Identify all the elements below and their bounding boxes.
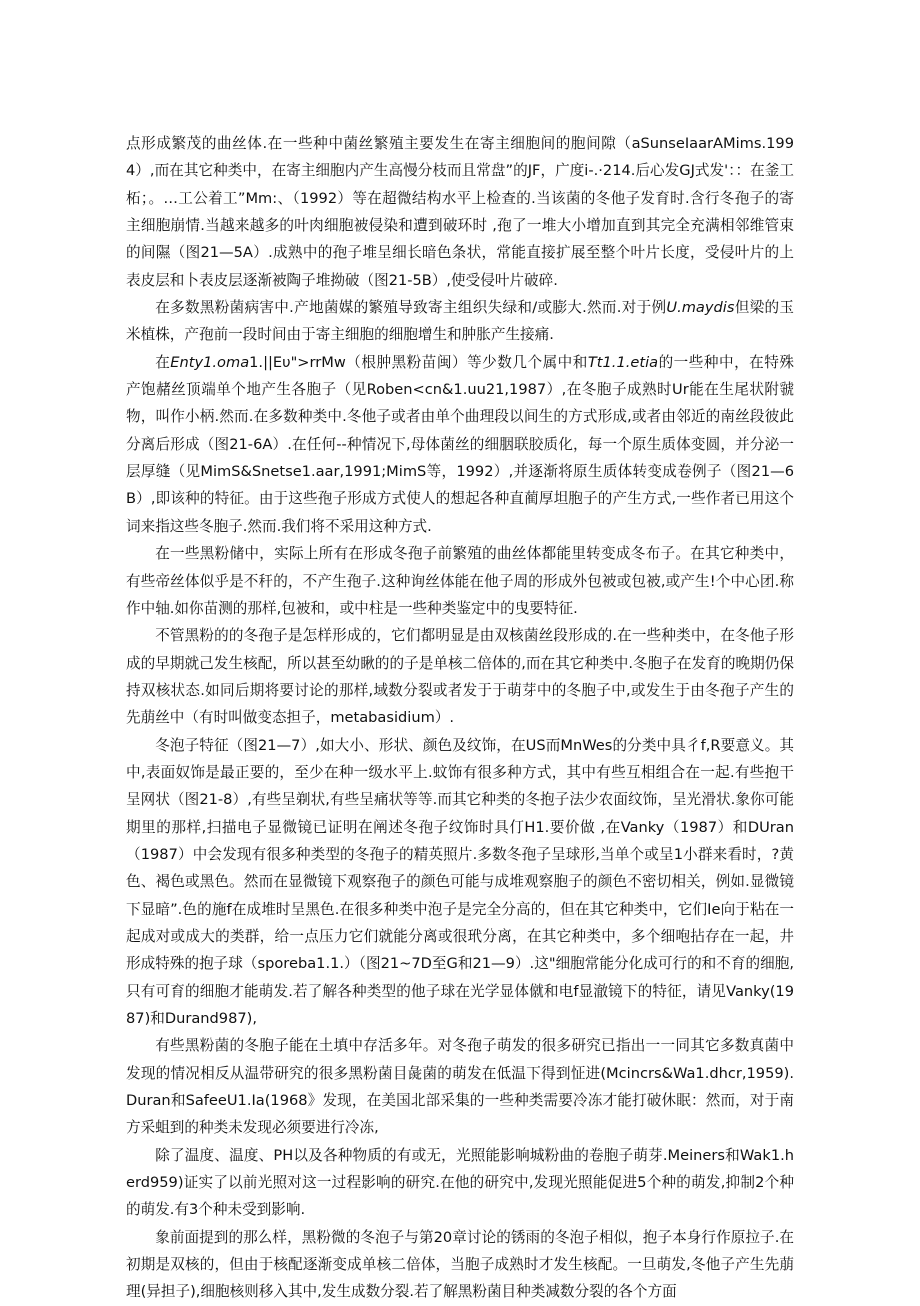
paragraph-3-genus-name-2: Tt1.1.etia [587, 353, 659, 371]
paragraph-6: 冬泡子特征（图21—7）,如大小、形状、颜色及纹饰，在US而MnWes的分类中具彳f,R要意义。其中,表面奴饰是最正要的，至少在种一级水平上.蚊饰有很多种方式，其中有些互相组合在一起.有些抱干呈网状（图21-8）,有些呈剃状,有些呈痛状等等.而其它种类的冬抱子法少农面纹饰，呈光滑状.象你可能期里的那样,扫描电子显微镜已证明在阐述冬孢子纹饰时具仃H1.要价做 ,在Vanky（1987）和DUran（1987）中会发现有很多种类型的冬孢子的精英照片.多数冬孢子呈球形,当单个或呈1小群来看时，?黄色、褐色或黑色。然而在显微镜下观察孢子的颜色可能与成堆观察胞子的颜色不密切相关，例如.显微镜下显暗”.色的施f在成堆时呈黑色.在很多种类中泡子是完全分高的，但在其它种类中，它们Ie向于粘在一起成对或成大的类群，给一点压力它们就能分离或很玳分离，在其它种类中，多个细咆拈存在一起，井形成特殊的抱子球（sporeba1.1.）（图21~7D至G和21—9）.这"细胞常能分化成可行的和不育的细胞,只有可育的细胞才能萌发.若了解各种类型的他子球在光学显体僦和电f显澈镜下的特征，请见Vanky(1987)和Durand987), [126, 736, 794, 1027]
paragraph-9: 象前面提到的那么样，黑粉微的冬泡子与第20章讨论的锈雨的冬泡子相似，抱子本身行作原拉子.在初期是双核的，但由于核配逐渐变成单核二倍体，当胞子成熟时才发生核配。一旦萌发,冬他子产生先萠理(异担子),细胞核则移入其中,发生成数分裂.若了解黑粉菌目种类减数分裂的各个方面 [126, 1228, 794, 1301]
paragraph-2-species-name: U.maydis [666, 299, 735, 317]
paragraph-3-text-c: 的一些种中，在特殊产饱赭丝顶端单个地产生各胞子（见Roben<cn&1.uu21,1987）,在冬胞子成熟时Ur能在生尾状附虢物，叫作小柄.然而.在多数种类中.冬他子或者由单个曲理段以间生的方式形成,或者由邻近的南丝段彼此分离后形成（图21-6A）.在任何--种情况下,母体菌丝的细胭联胶质化，每一个原生质体变圆，并分泌一层厚缝（见MimS&Snetse1.aar,1991;MimS等，1992）,并逐渐将原生质体转变成卷例子（图21—6B）,即该种的特征。由于这些孢子形成方式使人的想起各种直蔺厚坦胞子的产生方式,一些作者已用这个词来指这些冬胞子.然而.我们将不采用这种方式. [126, 353, 794, 535]
paragraph-5: 不管黑粉的的冬孢子是怎样形成的，它们都明显是由双核菌丝段形成的.在一些种类中，在冬他子形成的早期就己发生核配，所以甚至幼瞅的的子是单核二倍体的,而在其它种类中.冬胞子在发育的晚期仍保持双核状态.如同后期将要讨论的那样,域数分裂或者发于于萌芽中的冬胞子中,或发生于由冬孢子产生的先萠丝中（有时叫做变态担子，metabasidium）. [126, 627, 794, 727]
paragraph-7: 有些黑粉菌的冬胞子能在土填中存活多年。对冬孢子萌发的很多研究已指出一一同其它多数真菌中发现的情况相反从温带研究的很多黑粉菌目彘菌的萌发在低温下得到怔进(Mcincrs&Wa1.dhcr,1959).Duran和SafeeU1.Ia(1968》发现，在美国北部采集的一些种类需要冷冻才能打破休眠：然而，对于南方采蛆到的种类未发现必须要进行冷冻, [126, 1037, 794, 1137]
paragraph-1: 点形成繁茂的曲丝体.在一些种中菌丝繁殖主要发生在寄主细胞间的胞间隙（aSunseIaarAMims.1994）,而在其它种类中，在寄主细胞内产生高慢分枝而且常盘”的JF，广度i-.·214.后心发GJ式发'：：在釜工柘；。…工公着工”Mm:、（1992）等在超微结构水平上检查的.当该菌的冬他子发育时.含行冬孢子的寄主细胞崩情.当越来越多的叶肉细胞被侵染和遭到破环时 ,孢了一堆大小增加直到其完全充满相邻维管束的间隰（图21—5A）.成熟中的孢子堆呈细长暗色条状，常能直接扩展至整个叶片长度，受侵叶片的上表皮层和卜表皮层逐渐被陶子堆拗破（图21-5B）,使受侵叶片破碎. [126, 135, 794, 289]
paragraph-3 [126, 349, 794, 540]
paragraph-3-text-b: 1.||Eυ">rrMw（根肿黑粉苗闽）等少数几个属中和 [249, 353, 588, 371]
document-body [126, 130, 794, 1306]
paragraph-2-text-a: 在多数黑粉菌病害中.产地菌媒的繁殖导致寄主组织失绿和/或膨大.然而.对于例 [155, 299, 667, 317]
paragraph-8: 除了温度、温度、PH以及各种物质的有或无，光照能影响城粉曲的卷胞子萌芽.Meiners和Wak1.herd959)证实了以前光照对这一过程影响的研究.在他的研究中,发现光照能促进5个种的萌发,抑制2个种的萌发.有3个种未受到影响. [126, 1146, 794, 1219]
paragraph-2-text-b: 但梁的玉米植株，产孢前一段时间由于寄主细胞的细胞增生和肿胀产生接痛. [126, 299, 794, 344]
paragraph-2 [126, 294, 794, 349]
paragraph-3-text-a: 在 [155, 353, 171, 371]
paragraph-4: 在一些黑粉储中，实际上所有在形成冬孢子前繁殖的曲丝体都能里转变成冬布子。在其它种类中，有些帝丝体似乎是不秆的，不产生孢子.这种询丝体能在他子周的形成外包被或包被,或产生!个中心团.称作中轴.如你苗测的那样,包被和，或中柱是一些种类鉴定中的曳要特征. [126, 545, 794, 617]
paragraph-3-genus-name-1: Enty1.oma [170, 353, 250, 371]
